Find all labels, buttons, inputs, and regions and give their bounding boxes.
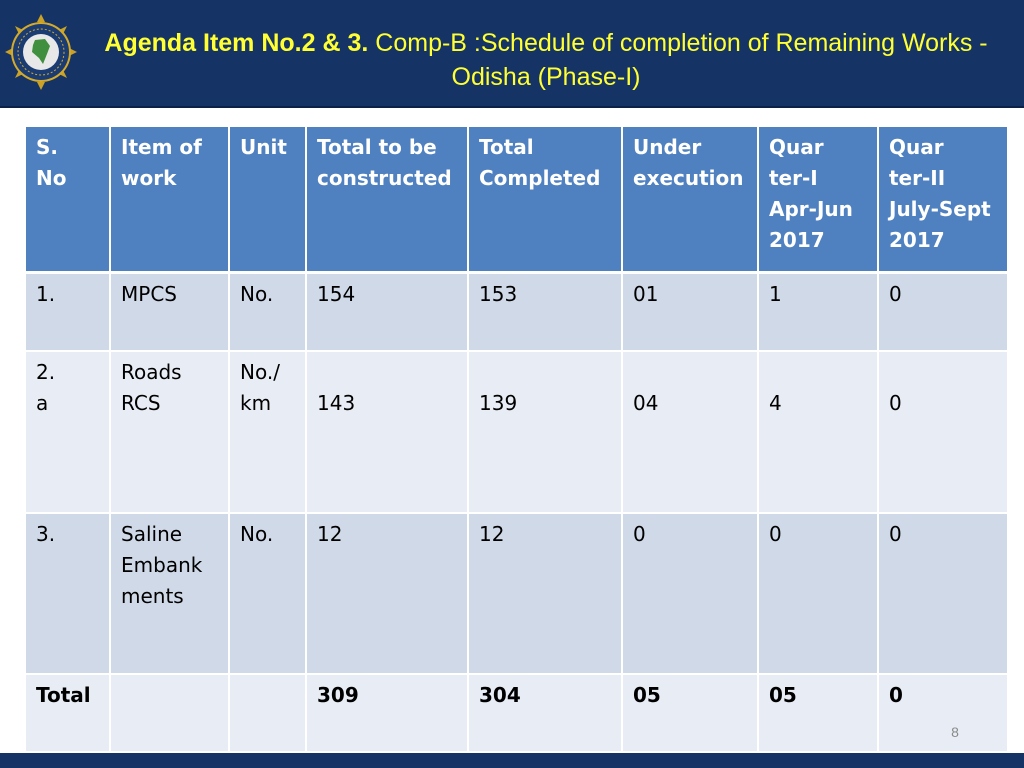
schedule-table-container xyxy=(26,127,1007,753)
cell-under-execution: 01 xyxy=(622,273,758,352)
table-row xyxy=(26,513,1007,674)
cell-quarter-2: 0 xyxy=(878,351,1007,513)
cell-quarter-1: 4 xyxy=(758,351,878,513)
schedule-table xyxy=(26,127,1007,753)
cell-total-completed: 139 xyxy=(468,351,622,513)
col-header-unit: Unit xyxy=(229,127,306,273)
cell-quarter-1: 1 xyxy=(758,273,878,352)
slide-title xyxy=(86,26,1006,94)
cell-total-completed: 12 xyxy=(468,513,622,674)
page-number: 8 xyxy=(951,724,959,740)
cell-total-completed: 153 xyxy=(468,273,622,352)
cell-under-execution: 0 xyxy=(622,513,758,674)
table-header-row xyxy=(26,127,1007,273)
title-description: Comp-B :Schedule of completion of Remaining Works - Odisha (Phase-I) xyxy=(368,29,988,91)
col-header-sno: S. No xyxy=(26,127,110,273)
cell-under-execution: 04 xyxy=(622,351,758,513)
cell-quarter-2: 0 xyxy=(878,513,1007,674)
cell-unit: No./ km xyxy=(229,351,306,513)
cell-total-label: Total xyxy=(26,674,110,752)
cell-total-constructed: 154 xyxy=(306,273,468,352)
col-header-item: Item of work xyxy=(110,127,229,273)
table-row xyxy=(26,273,1007,352)
cell-unit: No. xyxy=(229,513,306,674)
cell-quarter-2: 0 xyxy=(878,273,1007,352)
cell-item: MPCS xyxy=(110,273,229,352)
cell-total-constructed: 309 xyxy=(306,674,468,752)
col-header-under-execution: Under execution xyxy=(622,127,758,273)
cell-quarter-1: 0 xyxy=(758,513,878,674)
cell-quarter-2: 0 xyxy=(878,674,1007,752)
cell-item xyxy=(110,674,229,752)
cell-sno: 2. a xyxy=(26,351,110,513)
title-agenda-item: Agenda Item No.2 & 3. xyxy=(104,29,369,57)
ndma-emblem-icon xyxy=(4,13,78,91)
col-header-quarter-1: Quar ter-I Apr-Jun 2017 xyxy=(758,127,878,273)
cell-total-constructed: 12 xyxy=(306,513,468,674)
cell-item: Roads RCS xyxy=(110,351,229,513)
slide-header xyxy=(0,0,1024,108)
col-header-total-completed: Total Completed xyxy=(468,127,622,273)
cell-under-execution: 05 xyxy=(622,674,758,752)
table-row xyxy=(26,351,1007,513)
cell-total-completed: 304 xyxy=(468,674,622,752)
table-total-row xyxy=(26,674,1007,752)
col-header-total-constructed: Total to be constructed xyxy=(306,127,468,273)
cell-sno: 3. xyxy=(26,513,110,674)
cell-quarter-1: 05 xyxy=(758,674,878,752)
cell-sno: 1. xyxy=(26,273,110,352)
col-header-quarter-2: Quar ter-II July-Sept 2017 xyxy=(878,127,1007,273)
cell-unit xyxy=(229,674,306,752)
cell-unit: No. xyxy=(229,273,306,352)
slide-footer-bar xyxy=(0,753,1024,768)
cell-item: Saline Embank ments xyxy=(110,513,229,674)
cell-total-constructed: 143 xyxy=(306,351,468,513)
